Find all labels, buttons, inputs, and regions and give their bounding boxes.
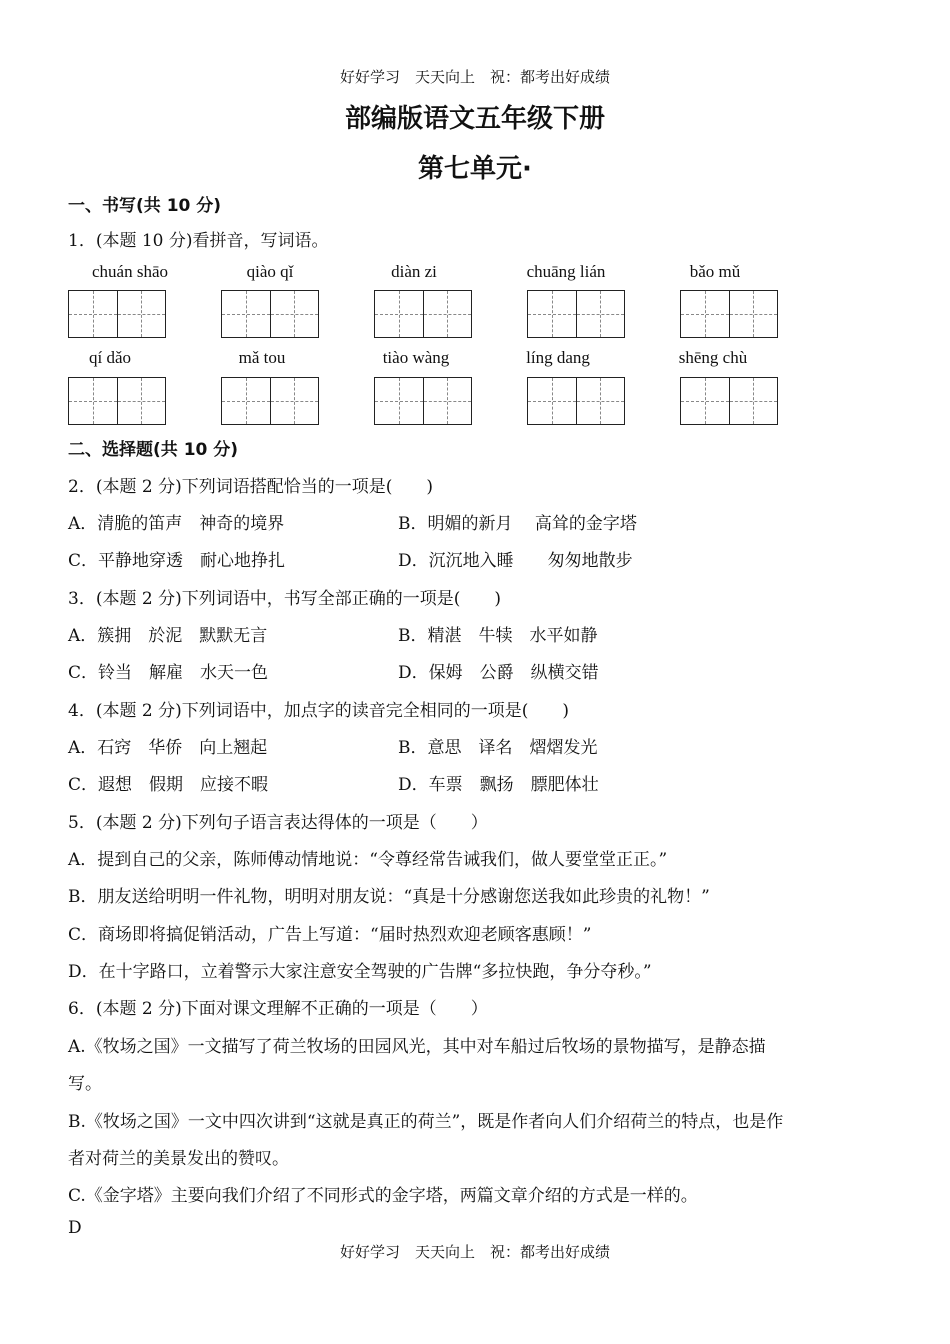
q5-option-a[interactable]: A．提到自己的父亲，陈师傅动情地说：“令尊经常告诫我们，做人要堂堂正正。” xyxy=(68,850,668,870)
section1-heading: 一、书写(共 10 分) xyxy=(68,196,222,216)
writing-grid-box[interactable] xyxy=(527,377,625,425)
q6-option-b[interactable]: B.《牧场之国》一文中四次讲到“这就是真正的荷兰”，既是作者向人们介绍荷兰的特点，也是作 xyxy=(68,1112,784,1132)
pinyin-label: bǎo mǔ xyxy=(689,262,741,281)
pinyin-label: qí dǎo xyxy=(88,348,132,367)
pinyin-label: chuāng lián xyxy=(526,262,606,281)
q4-option-c[interactable]: C．遐想 假期 应接不暇 xyxy=(68,775,269,795)
q5-option-d[interactable]: D．在十字路口，立着警示大家注意安全驾驶的广告牌“多拉快跑，争分夺秒。” xyxy=(68,962,652,982)
q3-option-c[interactable]: C．铃当 解雇 水天一色 xyxy=(68,663,269,683)
writing-grid-box[interactable] xyxy=(527,290,625,338)
section2-heading: 二、选择题(共 10 分) xyxy=(68,440,239,460)
q5-option-b[interactable]: B．朋友送给明明一件礼物，明明对朋友说：“真是十分感谢您送我如此珍贵的礼物！” xyxy=(68,887,710,907)
q5-stem: 5．(本题 2 分)下列句子语言表达得体的一项是（ ） xyxy=(68,813,488,833)
q2-stem: 2．(本题 2 分)下列词语搭配恰当的一项是( ) xyxy=(68,477,433,497)
writing-grid-box[interactable] xyxy=(680,377,778,425)
q6-option-b-cont[interactable]: 者对荷兰的美景发出的赞叹。 xyxy=(68,1149,289,1169)
q3-option-a[interactable]: A．簇拥 於泥 默默无言 xyxy=(68,626,268,646)
q2-option-b[interactable]: B．明媚的新月 高耸的金字塔 xyxy=(398,514,637,534)
q3-option-b[interactable]: B．精湛 牛犊 水平如静 xyxy=(398,626,598,646)
pinyin-label: tiào wàng xyxy=(382,348,450,367)
q6-option-a[interactable]: A.《牧场之国》一文描写了荷兰牧场的田园风光，其中对车船过后牧场的景物描写，是静态描 xyxy=(68,1037,766,1057)
writing-grid-box[interactable] xyxy=(374,290,472,338)
q3-option-d[interactable]: D．保姆 公爵 纵横交错 xyxy=(398,663,599,683)
pinyin-label: diàn zi xyxy=(391,262,437,281)
pinyin-label: líng dang xyxy=(526,348,590,367)
pinyin-label: shēng chù xyxy=(678,348,748,367)
q2-option-c[interactable]: C．平静地穿透 耐心地挣扎 xyxy=(68,551,286,571)
writing-grid-box[interactable] xyxy=(221,290,319,338)
q4-stem: 4．(本题 2 分)下列词语中，加点字的读音完全相同的一项是( ) xyxy=(68,701,569,721)
page-footer: 好好学习 天天向上 祝：都考出好成绩 xyxy=(339,1243,610,1261)
q6-option-c[interactable]: C.《金字塔》主要向我们介绍了不同形式的金字塔，两篇文章介绍的方式是一样的。 xyxy=(68,1186,698,1206)
writing-grid-box[interactable] xyxy=(68,290,166,338)
unit-title: 第七单元· xyxy=(418,154,532,184)
q6-option-d[interactable]: D xyxy=(68,1218,82,1238)
writing-grid-box[interactable] xyxy=(221,377,319,425)
writing-grid-box[interactable] xyxy=(68,377,166,425)
q6-option-a-cont[interactable]: 写。 xyxy=(68,1074,102,1094)
q5-option-c[interactable]: C．商场即将搞促销活动，广告上写道：“届时热烈欢迎老顾客惠顾！” xyxy=(68,925,592,945)
q6-stem: 6．(本题 2 分)下面对课文理解不正确的一项是（ ） xyxy=(68,999,488,1019)
q4-option-b[interactable]: B．意思 译名 熠熠发光 xyxy=(398,738,598,758)
q2-option-a[interactable]: A．清脆的笛声 神奇的境界 xyxy=(68,514,285,534)
q4-option-a[interactable]: A．石窍 华侨 向上翘起 xyxy=(68,738,268,758)
q2-option-d[interactable]: D．沉沉地入睡 匆匆地散步 xyxy=(398,551,633,571)
q4-option-d[interactable]: D．车票 飘扬 膘肥体壮 xyxy=(398,775,599,795)
q1-stem: 1．(本题 10 分)看拼音，写词语。 xyxy=(68,231,329,251)
writing-grid-box[interactable] xyxy=(680,290,778,338)
writing-grid-box[interactable] xyxy=(374,377,472,425)
page-title: 部编版语文五年级下册 xyxy=(344,104,605,134)
pinyin-label: chuán shāo xyxy=(91,262,168,281)
pinyin-label: qiào qǐ xyxy=(246,262,294,281)
pinyin-label: mǎ tou xyxy=(238,348,286,367)
page-header: 好好学习 天天向上 祝：都考出好成绩 xyxy=(339,68,610,86)
q3-stem: 3．(本题 2 分)下列词语中，书写全部正确的一项是( ) xyxy=(68,589,501,609)
